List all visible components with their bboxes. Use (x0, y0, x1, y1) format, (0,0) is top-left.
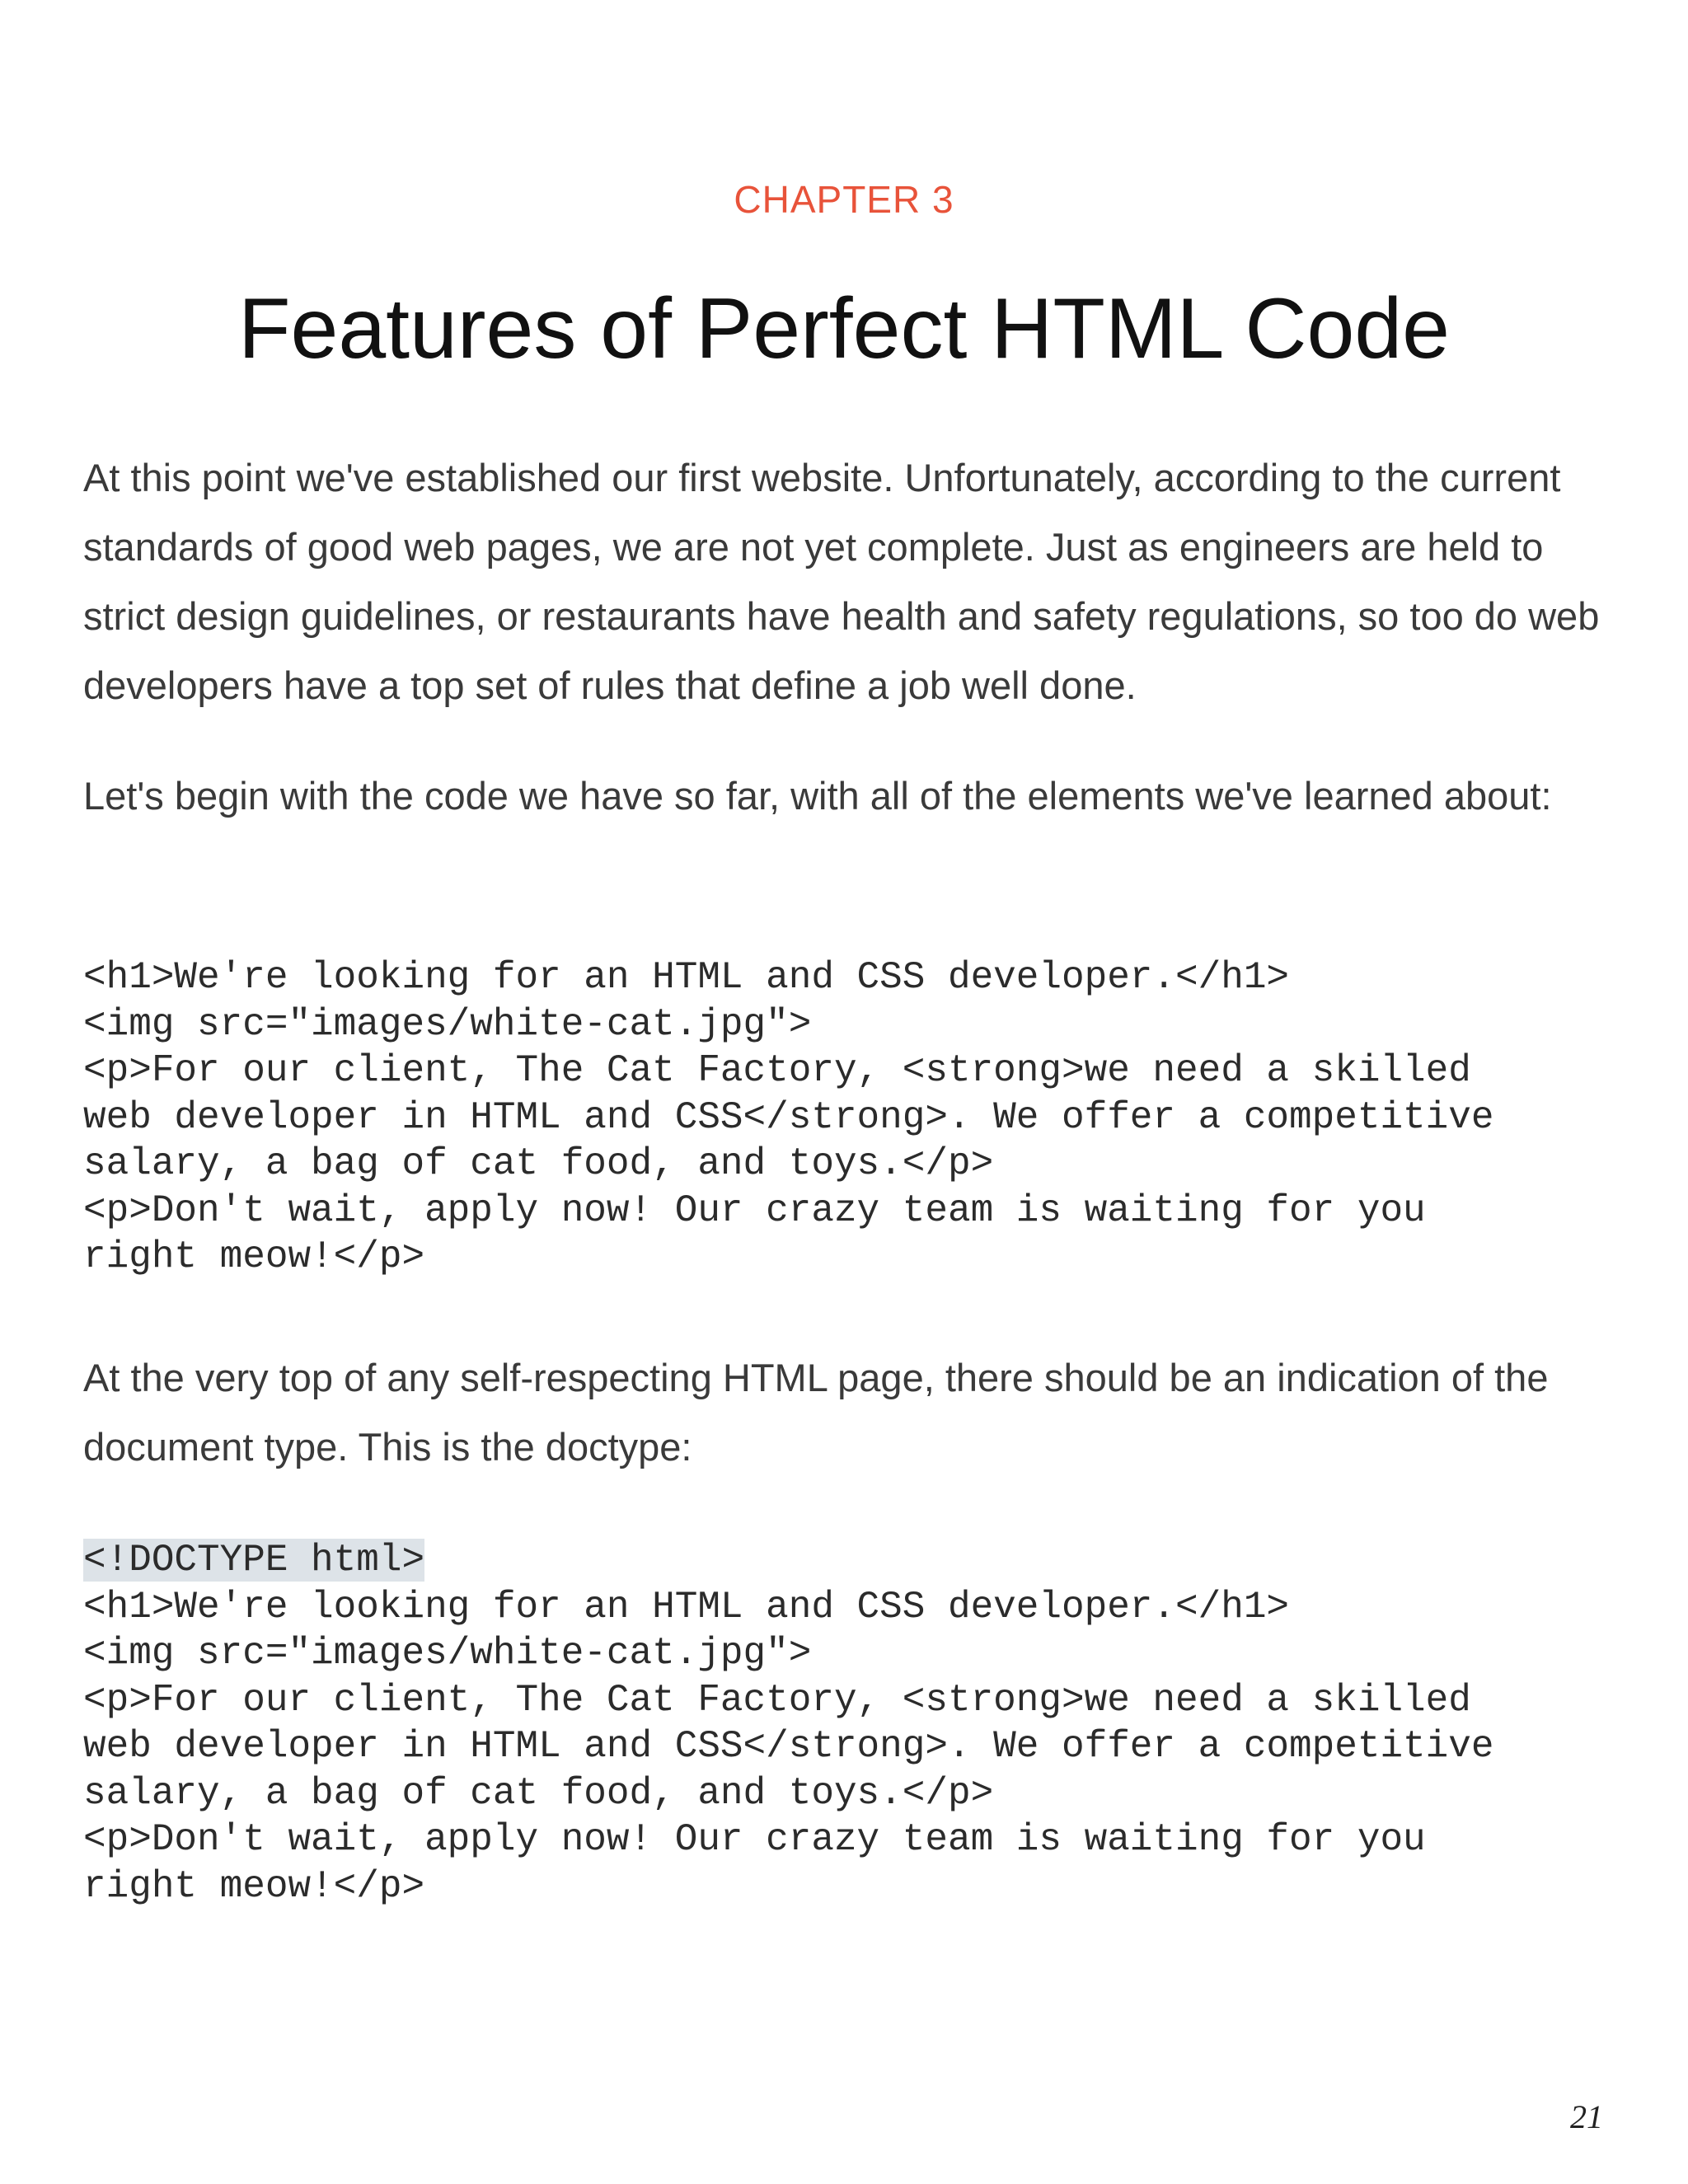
code-line: <p>Don't wait, apply now! Our crazy team is waiting for you (83, 1188, 1426, 1232)
code-line: <h1>We're looking for an HTML and CSS developer.</h1> (83, 1585, 1290, 1629)
doctype-highlight: <!DOCTYPE html> (83, 1539, 425, 1582)
code-line-doctype (83, 1537, 1633, 1584)
code-line: <p>For our client, The Cat Factory, <strong>we need a skilled (83, 1678, 1471, 1722)
code-line: <p>Don't wait, apply now! Our crazy team is waiting for you (83, 1818, 1426, 1861)
code-line: salary, a bag of cat food, and toys.</p> (83, 1142, 994, 1185)
chapter-title: Features of Perfect HTML Code (237, 281, 1451, 377)
code-line: salary, a bag of cat food, and toys.</p> (83, 1771, 994, 1815)
intro-paragraph: At this point we've established our first website. Unfortunately, according to the current standards of good web pages, we are not yet complete. Just as engineers are held to strict design guidelines, or restaurants have health and safety regulations, so too do web developers have a top set of rules that define a job well done. (83, 456, 1600, 707)
code-block-with-doctype (83, 1537, 1633, 1910)
code-intro-paragraph: Let's begin with the code we have so far, with all of the elements we've learned about: (83, 774, 1552, 818)
doctype-paragraph: At the very top of any self-respecting HTML page, there should be an indication of the document type. This is the doctype: (83, 1356, 1549, 1469)
code-line: <p>For our client, The Cat Factory, <strong>we need a skilled (83, 1049, 1471, 1092)
code-line: <img src="images/white-cat.jpg"> (83, 1002, 812, 1046)
code-line: right meow!</p> (83, 1235, 425, 1278)
code-line: web developer in HTML and CSS</strong>. We offer a competitive (83, 1095, 1494, 1139)
chapter-label: CHAPTER 3 (734, 178, 954, 221)
code-line: web developer in HTML and CSS</strong>. We offer a competitive (83, 1725, 1494, 1768)
code-line: <h1>We're looking for an HTML and CSS developer.</h1> (83, 956, 1290, 999)
code-block-original (83, 954, 1633, 1281)
page-number: 21 (1570, 2098, 1603, 2135)
code-line: <img src="images/white-cat.jpg"> (83, 1632, 812, 1675)
code-line: right meow!</p> (83, 1864, 425, 1908)
